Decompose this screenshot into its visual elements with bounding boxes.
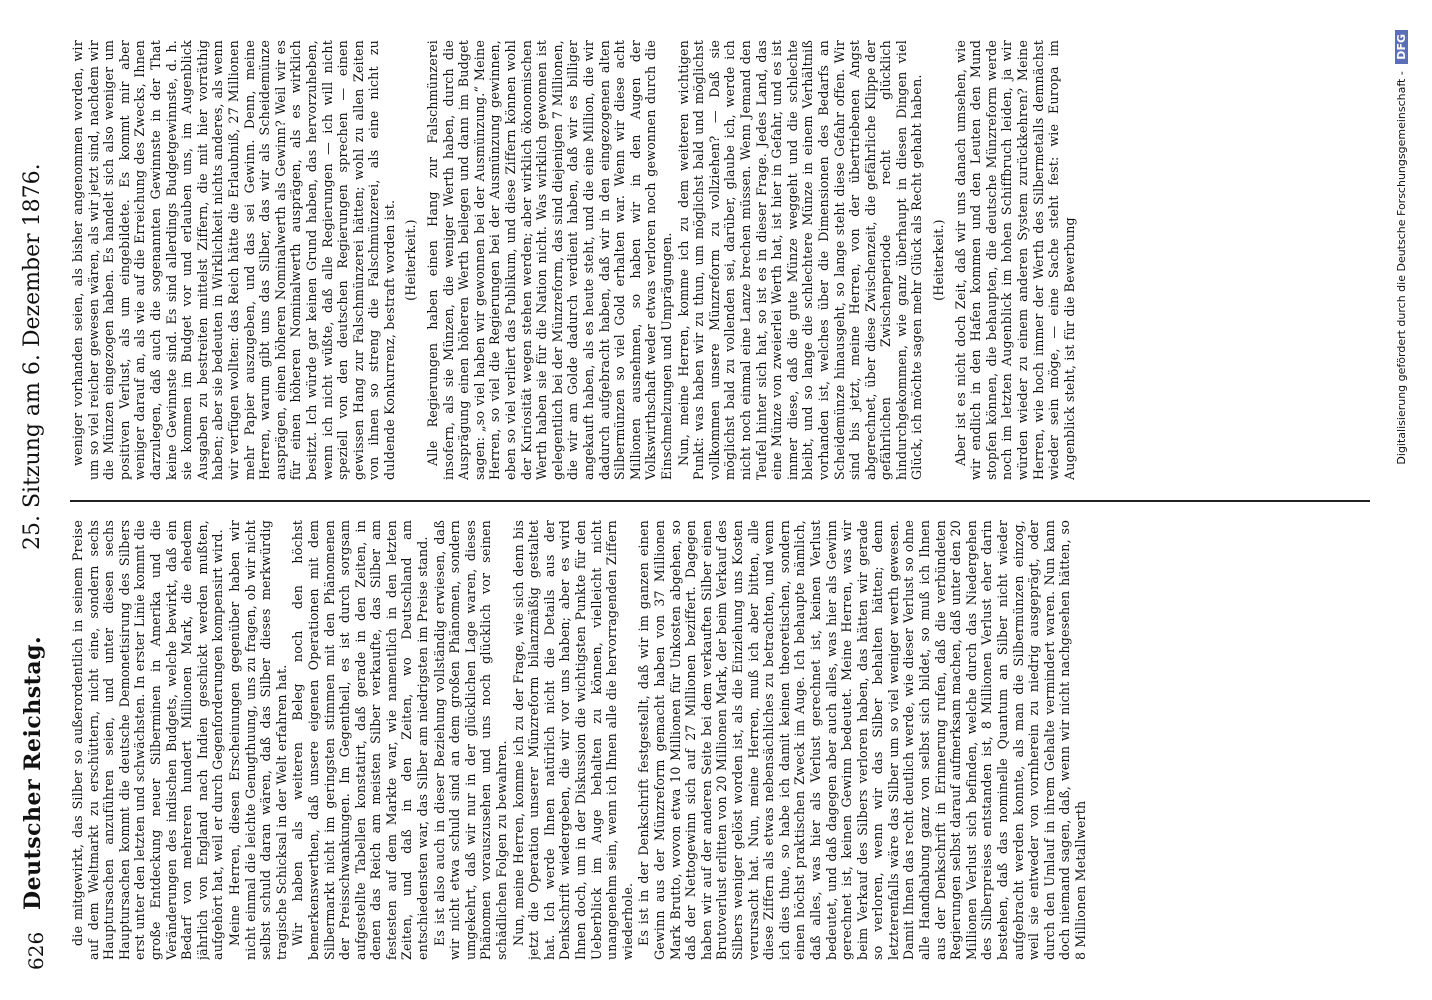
right-column [70, 40, 1390, 480]
paragraph: die mitgewirkt, das Silber so außerordentlich in seinem Preise auf dem Weltmarkt zu erschüttern, nicht eine, sondern sechs Hauptursachen anzuführen seien, und unter diesen sechs Hauptursachen kommt die deutsche Demonetisirung des Silbers erst unter den letzten und schwächsten. In erster Linie kommt die große Entdeckung neuer Silberminen in Amerika und die Veränderungen des indischen Budgets, welche bewirkt, daß ein Bedarf von mehreren hundert Millionen Mark, die ehedem jährlich von England nach Indien geschickt werden mußten, aufgehört hat, weil er durch Gegenforderungen kompensirt wird. [70, 520, 226, 960]
paragraph: (Heiterkeit.) [403, 219, 419, 301]
publication-title: Deutscher Reichstag. [20, 635, 46, 910]
paragraph: (Heiterkeit.) [931, 219, 947, 301]
paragraph: Nun, meine Herren, komme ich zu dem weiteren wichtigen Punkt: was haben wir zu thun, um möglichst bald und möglichst vollkommen unsere Münzreform zu vollziehen? — Daß sie möglichst bald zu vollenden sei, darüber, glaube ich, werde ich nicht noch einmal eine Lanze brechen müssen. Wenn Jemand den Teufel hinter sich hat, so ist es in dieser Frage. Jedes Land, das eine Münze von zweierlei Werth hat, ist hier in Gefahr, und es ist immer diese, daß die gute Münze weggeht und die schlechte bleibt, und so lange die schlechtere Münze in einem Verhältniß vorhanden ist, welches über die Dimensionen des Bedarfs an Scheidemünze hinausgeht, so lange steht diese Gefahr offen. Wir sind bis jetzt, meine Herren, von der übertriebenen Angst abgerechnet, über diese Zwischenzeit, die gefährliche Klippe der gefährlichen Zwischenperiode recht glücklich hindurchgekommen, wie ganz überhaupt in diesen Dingen viel Glück, ich möchte sagen mehr Glück als Recht gehabt haben. [675, 40, 925, 480]
left-column [70, 520, 1390, 960]
credit-text: Digitalisierung gefördert durch die Deutsche Forschungsgemeinschaft - [1395, 71, 1408, 465]
paragraph: Es ist in der Denkschrift festgestellt, daß wir im ganzen einen Gewinn aus der Münzreform gemacht haben von 37 Millionen Mark Brutto, wovon etwa 10 Millionen für Unkosten abgehen, so daß der Nettogewinn sich auf 27 Millionen beziffert. Dagegen haben wir auf der anderen Seite bei dem verkauften Silber einen Brutoverlust erlitten von 20 Millionen Mark, der beim Verkauf des Silbers weniger gelöst worden ist, als die Einziehung uns Kosten verursacht hat. Nun, meine Herren, muß ich aber bitten, alle diese Ziffern als etwas nebensächliches zu betrachten, und wenn ich dies thue, so habe ich damit keinen theoretischen, sondern einen höchst praktischen Zweck im Auge. Ich behaupte nämlich, daß alles, was hier als Verlust gerechnet ist, keinen Verlust bedeutet, und daß dagegen aber auch alles, was hier als Gewinn gerechnet ist, keinen Gewinn bedeutet. Meine Herren, was wir beim Verkauf des Silbers verloren haben, das hätten wir gerade so verloren, wenn wir das Silber behalten hätten; denn letzterenfalls wäre das Silber um so viel weniger werth gewesen. Damit Ihnen das recht deutlich werde, wie dieser Verlust so ohne alle Handhabung ganz von selbst sich bildet, so muß ich Ihnen aus der Denkschrift in Erinnerung rufen, daß die verbündeten Regierungen selbst darauf aufmerksam machen, daß unter den 20 Millionen Verlust sich befinden, welche durch das Niedergehen des Silberpreises entstanden ist, 8 Millionen Verlust eher darin bestehen, daß das nominelle Quantum an Silber nicht wieder aufgebracht werden konnte, als man die Silbermünzen einzog, weil sie entweder von vornherein zu niedrig ausgeprägt, oder durch den Umlauf in ihrem Gehalte vermindert waren. Nun kann doch niemand sagen, daß, wenn wir nicht nachgesehen hätten, so 8 Millionen Metallwerth [636, 520, 1088, 960]
paragraph: Nun, meine Herren, komme ich zu der Frage, wie sich denn bis jetzt die Operation unserer Münzreform bilanzmäßig gestaltet hat. Ich werde Ihnen natürlich nicht die Details aus der Denkschrift wiedergeben, die wir vor uns haben; aber es wird Ihnen doch, um in der Diskussion die wichtigsten Punkte für den Ueberblick im Auge behalten zu können, vielleicht nicht unangenehm sein, wenn ich Ihnen alle die hervorragenden Ziffern wiederhole. [510, 520, 635, 960]
session-date: 25. Sitzung am 6. Dezember 1876. [20, 163, 45, 550]
paragraph: Wir haben als weiteren Beleg noch den höchst bemerkenswerthen, daß unsere eigenen Operationen mit dem Silbermarkt nicht im geringsten stimmen mit den Phänomenen der Preisschwankungen. Im Gegentheil, es ist durch sorgsam aufgestellte Tabellen konstatirt, daß gerade in den Zeiten, in denen das Reich am meisten Silber verkaufte, das Silber am festesten auf dem Markte war, wie namentlich in den letzten Zeiten, und daß in den Zeiten, wo Deutschland am entschiedensten war, das Silber am niedrigsten im Preise stand. [290, 520, 431, 960]
page-number: 626 [24, 931, 48, 970]
digitization-credit [1395, 30, 1408, 970]
page-header [18, 30, 58, 970]
paragraph: Alle Regierungen haben einen Hang zur Falschmünzerei insofern, als sie Münzen, die weniger Werth haben, durch die Ausprägung einen höheren Werth beilegen und dann im Budget sagen: „so viel haben wir gewonnen bei der Ausmünzung.“ Meine Herren, so viel die Regierungen bei der Ausmünzung gewinnen, eben so viel verliert das Publikum, und diese Ziffern können wohl der Kuriosität wegen stehen werden; aber wirklich ökonomischen Werth haben sie für die Nation nicht. Was wirklich gewonnen ist gelegentlich bei der Münzreform, das sind diejenigen 7 Millionen, die wir am Golde dadurch verdient haben, daß wir es billiger angekauft haben, als es heute steht, und die eine Million, die wir dadurch aufgebracht haben, daß wir in den eingezogenen alten Silbermünzen so viel Gold erhalten war. Wenn wir diese acht Millionen ausnehmen, so haben wir in den Augen der Volkswirthschaft weder etwas verloren noch gewonnen durch die Einschmelzungen und Umprägungen. [425, 40, 674, 480]
paragraph: weniger vorhanden seien, als bisher angenommen worden, wir um so viel reicher gewesen wären, als wir jetzt sind, nachdem wir die Münzen eingezogen haben. Es handelt sich also weniger um positiven Verlust, als um eingebildete. Es kommt mir aber weniger darauf an, als wie auf die Erreichung des Zwecks, Ihnen darzulegen, daß auch die sogenannten Gewinnste in der That keine Gewinnste sind. Es sind allerdings Budgetgewinnste, d. h. sie kommen im Budget vor und erlauben uns, im Augenblick Ausgaben zu bestreiten mittelst Ziffern, die mit hier vorräthig haben; aber sie bedeuten in Wirklichkeit nichts anderes, als wenn wir verfügen wollten: das Reich hätte die Erlaubniß, 27 Millionen mehr Papier auszugeben, und das sei Gewinn. Denn, meine Herren, warum gibt uns das Silber, das wir als Scheidemünze ausprägen, einen höheren Nominalwerth als Gewinn? Weil wir es für einen höheren Nominalwerth ausprägen, als es wirklich besitzt. Ich würde gar keinen Grund haben, das hervorzuheben, wenn ich nicht wüßte, daß alle Regierungen — ich will nicht speziell von den deutschen Regierungen sprechen — einen gewissen Hang zur Falschmünzerei hätten; wohl zu allen Zeiten von ihnen so streng die Falschmünzerei, als eine nicht zu duldende Konkurrenz, bestraft worden ist. [70, 40, 397, 480]
paragraph: Aber ist es nicht doch Zeit, daß wir uns danach umsehen, wie wir endlich in den Hafen kommen und den Leuten den Mund stopfen können, die behaupten, die deutsche Münzreform werde noch im letzten Augenblick im hohen Schiffbruch leiden, ja wir würden wieder zu einem anderen System zurückkehren? Meine Herren, wie hoch immer der Werth des Silbermetalls demnächst wieder sein möge, — eine Sache steht fest: wie Europa im Augenblick steht, ist für die Bewerbung [952, 40, 1077, 480]
paragraph: Meine Herren, diesen Erscheinungen gegenüber haben wir nicht einmal die leichte Genugthuung, uns zu fragen, ob wir nicht selbst schuld daran wären, daß das Silber dieses merkwürdig tragische Schicksal in der Welt erfahren hat. [226, 520, 289, 960]
column-divider [70, 500, 1370, 502]
dfg-logo: DFG [1395, 30, 1408, 64]
paragraph: Es ist also auch in dieser Beziehung vollständig erwiesen, daß wir nicht etwa schuld sind an dem großen Phänomen, sondern umgekehrt, daß wir nur in der glücklichen Lage waren, dieses Phänomen vorauszusehen und uns noch glücklich vor seinen schädlichen Folgen zu bewahren. [431, 520, 510, 960]
